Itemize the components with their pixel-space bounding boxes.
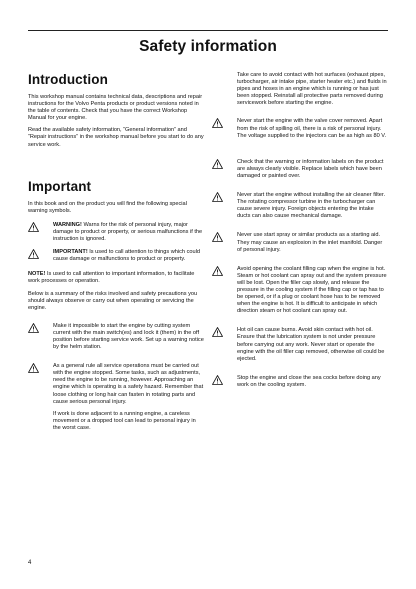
important-description: Is used to call attention to things which could cause damage or malfunctions to product or property. [53,249,200,263]
warning-description: Warns for the risk of personal injury, major damage to product or property, or serious malfunctions if the instruction is ignored. [53,221,203,243]
left-column [28,72,204,437]
warning-label: WARNING! [53,221,82,228]
right-warning-6 [212,327,388,362]
important-heading: Important [28,178,92,194]
note-definition [28,271,204,285]
right-warning-5 [212,266,388,316]
important-label: IMPORTANT! [53,249,88,256]
important-definition-text [53,249,204,263]
important-intro: In this book and on the product you will find the following special warning symbols. [28,200,187,214]
warning-triangle-icon [212,266,237,276]
warning-definition [28,222,204,243]
introduction-paragraph-2: Read the available safety information, “General information” and “Repair instructions” in the workshop manual before you start to do any service work. [28,127,204,148]
warning-triangle-icon [212,159,237,169]
warning-triangle-icon [212,327,237,337]
left-warning-2-text: As a general rule all service operations must be carried out with the engine stopped. Some tasks, such as adjustments, need the engine to be running, however. Approaching an engine which is operating is a safety hazard. Remember that loose clothing or long hair can fasten in rotating parts and cause serious personal injury. [53,363,204,405]
warning-triangle-icon [28,323,53,333]
important-definition [28,249,204,263]
right-warning-2-text: Check that the warning or information labels on the product are always clearly visible. Replace labels which have been damaged or painted over. [237,158,384,179]
right-warning-7-text: Stop the engine and close the sea cocks before doing any work on the cooling system. [237,374,381,388]
hot-surfaces-paragraph: Take care to avoid contact with hot surfaces (exhaust pipes, turbocharger, air intake pipe, starter heater etc.) and fluids in pipes and hoses in an engine which is running or has just been stopped. Reinstall all protective parts removed during servicework before starting the engine. [237,72,387,107]
right-warning-3-text: Never start the engine without installing the air cleaner filter. The rotating compressor turbine in the turbocharger can cause severe injury. Foreign objects entering the intake ducts can also cause mechanical damage. [237,192,386,220]
important-triangle-icon [28,249,53,259]
note-label: NOTE! [28,271,46,278]
note-description: Is used to call attention to important information, to facilitate work processes or operation. [28,271,195,285]
introduction-heading: Introduction [28,72,108,87]
warning-triangle-icon [28,222,53,232]
page-number: 4 [28,560,32,566]
top-rule [28,30,388,31]
warning-triangle-icon [212,192,237,202]
right-column [212,72,388,389]
left-continuation: If work is done adjacent to a running engine, a careless movement or a dropped tool can lead to personal injury in the worst case. [53,410,196,431]
right-warning-1-text: Never start the engine with the valve cover removed. Apart from the risk of spilling oil, there is a risk of personal injury. The voltage supplied to the injectors can be as high as 80 V. [237,118,387,139]
left-warning-1 [28,323,204,351]
warning-triangle-icon [212,375,237,385]
right-warning-4-text: Never use start spray or similar products as a starting aid. They may cause an explosion in the inlet manifold. Danger of personal injury. [237,232,383,253]
right-warning-6-text: Hot oil can cause burns. Avoid skin contact with hot oil. Ensure that the lubrication system is not under pressure before carrying out any work. Never start or operate the engine with the oil filler cap removed, otherwise oil could be ejected. [237,327,385,362]
right-warning-1 [212,118,388,139]
right-warning-5-text: Avoid opening the coolant filling cap when the engine is hot. Steam or hot coolant can spray out and the system pressure will be lost. Open the filler cap slowly, and release the pressure in the cooling system if the filling cap or tap has to be opened, or if a plug or coolant hose has to be removed when the engine is hot. It is difficult to anticipate in which direction steam or hot coolant can spray out. [237,265,387,315]
warning-triangle-icon [28,363,53,373]
left-warning-2 [28,363,204,406]
warning-triangle-icon [212,118,237,128]
page-title: Safety information [139,38,277,55]
introduction-paragraph-1: This workshop manual contains technical data, descriptions and repair instructions for the Volvo Penta products or product versions noted in the table of contents. Check that you have the correct Workshop Manual for your engine. [28,94,203,122]
warning-definition-text [53,222,204,243]
right-warning-2 [212,159,388,180]
right-warning-7 [212,375,388,389]
right-warning-3 [212,192,388,220]
right-warning-4 [212,232,388,253]
important-summary: Below is a summary of the risks involved and safety precautions you should always observe or carry out when operating or servicing the engine. [28,290,198,311]
warning-triangle-icon [212,232,237,242]
left-warning-1-text: Make it impossible to start the engine by cutting system current with the main switch(es) and lock it (them) in the off position before starting service work. Set up a warning notice by the helm station. [53,322,204,351]
